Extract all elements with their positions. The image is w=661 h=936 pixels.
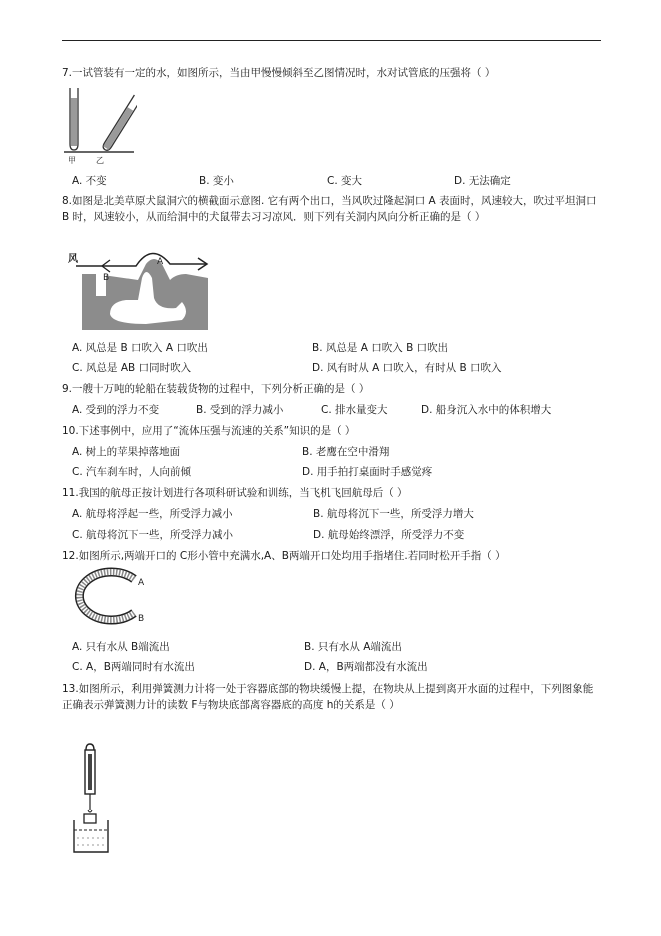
question-7-stem: 7.一试管装有一定的水，如图所示，当由甲慢慢倾斜至乙图情况时，水对试管底的压强将（ ） — [62, 67, 496, 79]
question-10-option-b: B. 老鹰在空中滑翔 — [302, 446, 390, 458]
question-7-option-b: B. 变小 — [199, 175, 234, 187]
question-7-option-d: D. 无法确定 — [454, 175, 511, 187]
question-11-option-a: A. 航母将浮起一些，所受浮力减小 — [72, 508, 233, 520]
question-8-stem: 8.如图是北美草原犬鼠洞穴的横截面示意图. 它有两个出口，当风吹过隆起洞口 A 表面时，风速较大，吹过平坦洞口 B 时，风速较小，从而给洞中的犬鼠带去习习凉风．则下列有关洞内风向分析正确的是（ ） — [62, 195, 597, 223]
question-7-test-tube-figure — [62, 86, 137, 166]
question-12-option-a: A. 只有水从 B端流出 — [72, 641, 170, 653]
question-11-option-c: C. 航母将沉下一些，所受浮力减小 — [72, 529, 234, 541]
question-11-option-b: B. 航母将沉下一些，所受浮力增大 — [313, 508, 474, 520]
question-8-label-a: A — [157, 257, 164, 267]
question-12-option-c: C. A，B两端同时有水流出 — [72, 661, 195, 673]
question-9-option-c: C. 排水量变大 — [321, 404, 388, 416]
question-7-option-a: A. 不变 — [72, 175, 107, 187]
question-11-stem: 11.我国的航母正按计划进行各项科研试验和训练，当飞机飞回航母后（ ） — [62, 487, 408, 499]
header-rule — [62, 40, 601, 41]
question-8-option-d: D. 风有时从 A 口吹入，有时从 B 口吹入 — [312, 362, 502, 374]
question-8-label-wind: 风 — [68, 254, 78, 265]
question-12-option-d: D. A，B两端都没有水流出 — [304, 661, 428, 673]
question-12-option-b: B. 只有水从 A端流出 — [304, 641, 402, 653]
question-8-label-b: B — [103, 273, 110, 283]
question-12-label-a: A — [138, 578, 145, 588]
question-10-stem: 10.下述事例中，应用了“流体压强与流速的关系”知识的是（ ） — [62, 425, 356, 437]
question-11-option-d: D. 航母始终漂浮，所受浮力不变 — [313, 529, 465, 541]
question-9-option-b: B. 受到的浮力减小 — [196, 404, 284, 416]
question-8-option-b: B. 风总是 A 口吹入 B 口吹出 — [312, 342, 449, 354]
question-8-option-a: A. 风总是 B 口吹入 A 口吹出 — [72, 342, 208, 354]
question-9-stem: 9.一艘十万吨的轮船在装载货物的过程中，下列分析正确的是（ ） — [62, 383, 370, 395]
question-13-spring-scale-figure — [72, 742, 112, 856]
question-9-option-a: A. 受到的浮力不变 — [72, 404, 160, 416]
question-13-stem: 13.如图所示，利用弹簧测力计将一处于容器底部的物块缓慢上提，在物块从上提到离开水面的过程中，下列图象能正确表示弹簧测力计的读数 F与物块底部离容器底的高度 h的关系是（ ） — [62, 683, 594, 711]
question-10-option-c: C. 汽车刹车时，人向前倾 — [72, 466, 192, 478]
question-12-c-tube-figure — [64, 567, 156, 629]
question-7-label-yi: 乙 — [96, 156, 104, 165]
question-12-label-b: B — [138, 614, 145, 624]
question-9-option-d: D. 船身沉入水中的体积增大 — [421, 404, 552, 416]
question-8-option-c: C. 风总是 AB 口同时吹入 — [72, 362, 192, 374]
question-8-burrow-figure — [66, 244, 216, 332]
question-7-label-jia: 甲 — [68, 156, 76, 165]
question-12-stem: 12.如图所示,两端开口的 C形小管中充满水,A、B两端开口处均用手指堵住.若同时松开手指（ ） — [62, 550, 506, 562]
question-10-option-d: D. 用手拍打桌面时手感觉疼 — [302, 466, 433, 478]
question-10-option-a: A. 树上的苹果掉落地面 — [72, 446, 181, 458]
question-7-option-c: C. 变大 — [327, 175, 363, 187]
